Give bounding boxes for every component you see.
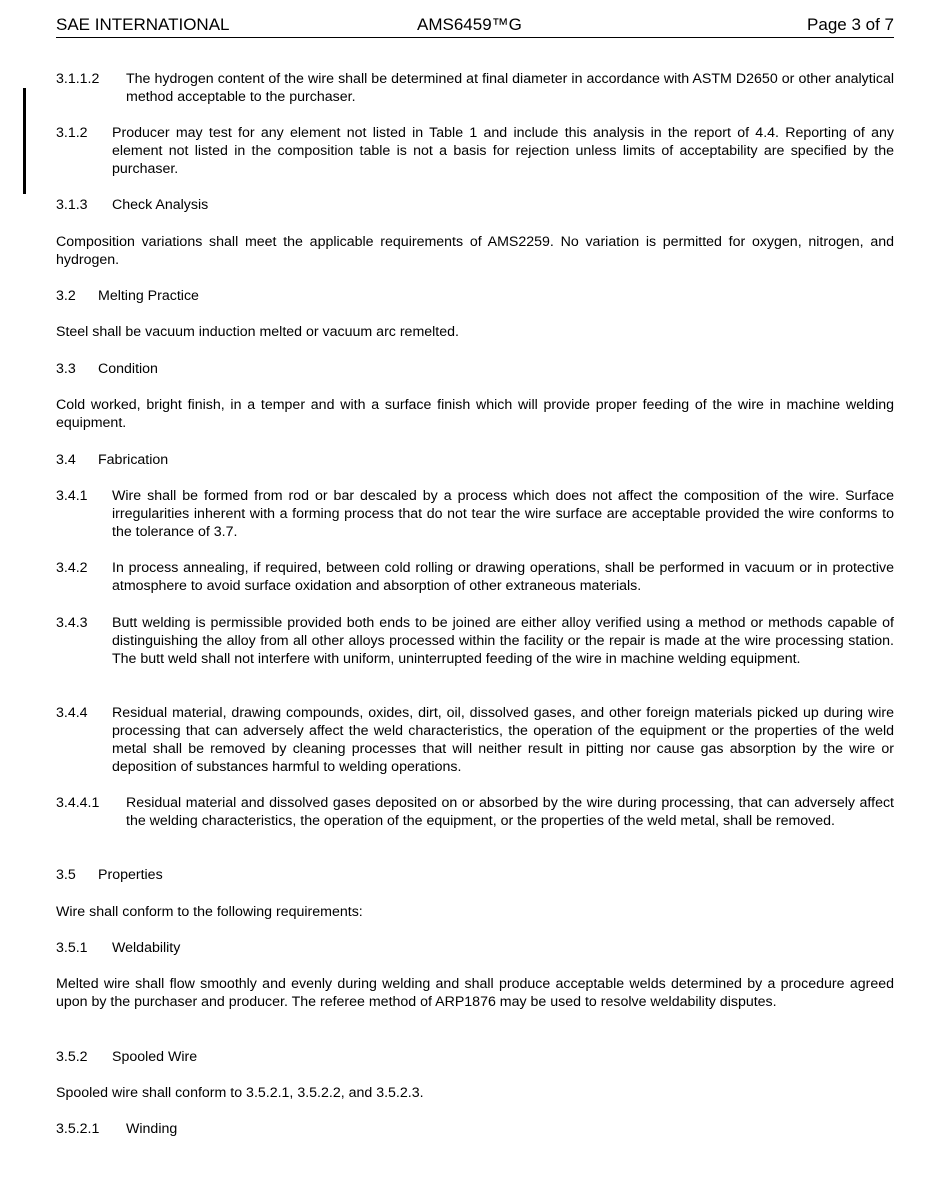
section-title: Weldability: [112, 940, 181, 956]
paragraph-weldability: Melted wire shall flow smoothly and evenly during welding and shall produce acceptable welds determined by a procedure agreed upon by the purchaser and producer. The referee method of ARP1876 may be used to resolve weldability disputes.: [56, 976, 894, 1010]
section-number: 3.1.3: [56, 197, 88, 213]
section-title: Winding: [126, 1121, 178, 1137]
section-title: Fabrication: [98, 452, 169, 468]
section-number: 3.5: [56, 867, 76, 883]
revision-change-bar: [23, 88, 26, 194]
paragraph-3-4-2: [56, 559, 894, 595]
section-number: 3.2: [56, 288, 76, 304]
paragraph-properties: Wire shall conform to the following requirements:: [56, 904, 363, 920]
paragraph-melting-practice: Steel shall be vacuum induction melted or vacuum arc remelted.: [56, 324, 459, 340]
section-number: 3.4.3: [56, 615, 88, 631]
section-number: 3.4.1: [56, 488, 88, 504]
section-number: 3.5.2: [56, 1049, 88, 1065]
paragraph-3-4-4: [56, 704, 894, 776]
paragraph-3-4-3: [56, 614, 894, 668]
page-header: [56, 15, 894, 38]
section-number: 3.4.2: [56, 560, 88, 576]
section-number: 3.4.4.1: [56, 795, 100, 811]
section-title: Properties: [98, 867, 163, 883]
paragraph-3-1-2: [56, 124, 894, 178]
header-document-number: AMS6459™G: [417, 15, 522, 34]
section-number: 3.5.2.1: [56, 1121, 100, 1137]
paragraph-text: Residual material and dissolved gases deposited on or absorbed by the wire during processing, that can adversely affect the welding characteristics, the operation of the equipment, or the properties of the weld metal, shall be removed.: [126, 795, 894, 829]
section-number: 3.3: [56, 361, 76, 377]
paragraph-text: Wire shall be formed from rod or bar descaled by a process which does not affect the composition of the wire. Surface irregularities inherent with a forming process that do not tear the wire surface are acceptable provided the wire conforms to the tolerance of 3.7.: [112, 488, 894, 540]
paragraph-text: Residual material, drawing compounds, oxides, dirt, oil, dissolved gases, and other foreign materials picked up during wire processing that can adversely affect the weld characteristics, the operation of the equipment or the properties of the weld metal shall be removed by cleaning processes that will neither result in pitting nor cause gas absorption by the wire or deposition of substances harmful to welding operations.: [112, 705, 894, 775]
paragraph-text: Butt welding is permissible provided both ends to be joined are either alloy verified using a method or methods capable of distinguishing the alloy from all other alloys processed within the facility or the repair is made at the wire processing station. The butt weld shall not interfere with uniform, uninterrupted feeding of the wire in machine welding equipment.: [112, 615, 894, 667]
section-title: Spooled Wire: [112, 1049, 198, 1065]
section-number: 3.1.2: [56, 125, 88, 141]
section-title: Check Analysis: [112, 197, 209, 213]
paragraph-spooled-wire: Spooled wire shall conform to 3.5.2.1, 3.5.2.2, and 3.5.2.3.: [56, 1085, 424, 1101]
section-number: 3.5.1: [56, 940, 88, 956]
section-title: Condition: [98, 361, 158, 377]
paragraph-check-analysis: Composition variations shall meet the applicable requirements of AMS2259. No variation is permitted for oxygen, nitrogen, and hydrogen.: [56, 234, 894, 268]
header-organization: SAE INTERNATIONAL: [56, 15, 230, 34]
header-page-number: Page 3 of 7: [807, 15, 894, 34]
paragraph-3-4-4-1: [56, 794, 894, 830]
section-number: 3.4: [56, 452, 76, 468]
paragraph-text: Producer may test for any element not listed in Table 1 and include this analysis in the report of 4.4. Reporting of any element not listed in the composition table is not a basis for rejection unless limits of acceptability are specified by the purchaser.: [112, 125, 894, 177]
paragraph-text: In process annealing, if required, between cold rolling or drawing operations, shall be performed in vacuum or in protective atmosphere to avoid surface oxidation and absorption of other extraneous materials.: [112, 560, 894, 594]
section-number: 3.1.1.2: [56, 71, 100, 87]
paragraph-text: The hydrogen content of the wire shall be determined at final diameter in accordance with ASTM D2650 or other analytical method acceptable to the purchaser.: [126, 71, 894, 105]
paragraph-condition: Cold worked, bright finish, in a temper and with a surface finish which will provide proper feeding of the wire in machine welding equipment.: [56, 397, 894, 431]
paragraph-3-1-1-2: [56, 70, 894, 106]
section-number: 3.4.4: [56, 705, 88, 721]
section-title: Melting Practice: [98, 288, 199, 304]
paragraph-3-4-1: [56, 487, 894, 541]
